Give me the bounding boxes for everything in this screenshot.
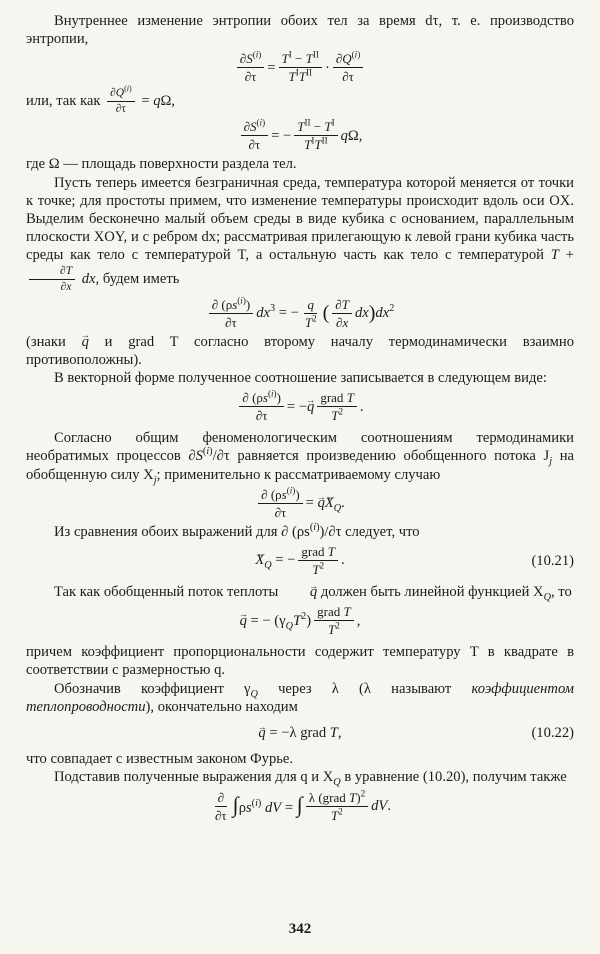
equation-flux-force: $\frac{\partial (\rho s^{(i)})}{\partial\tau}$ = → $q\to X_Q$. bbox=[26, 487, 574, 520]
paragraph-infinite-medium: Пусть теперь имеется безграничная среда, температура которой меняется от точки к точке; для простоты примем, что изменение температуры происходит вдоль оси OX. Выделим бесконечно малый объем среды в виде кубика с основанием, параллельным плоскости XOY, и с ребром dx; рассматривая прилегающую к левой грани кубика часть среды как тело с температурой T, а остальную часть как тело с температурой T + $\frac{\partial T}{\partial x}$ dx, будем иметь bbox=[26, 174, 574, 293]
paragraph-linear-function: Так как обобщенный поток теплоты → q должен быть линейной функцией $X_Q$, то bbox=[26, 583, 574, 601]
page-number: 342 bbox=[288, 921, 312, 937]
paragraph-vector-form: В векторной форме полученное соотношение записывается в следующем виде: bbox=[54, 370, 547, 387]
paragraph-signs: (знаки → q и grad T согласно второму началу термодинамически взаимно противоположны). bbox=[26, 333, 574, 369]
paragraph-coefficient: причем коэффициент пропорциональности содержит температуру T в квадрате в соответствии с размерностью q. bbox=[26, 644, 574, 679]
paragraph-comparison: Из сравнения обоих выражений для ∂ $(\rho s^{(i)})/\partial\tau$ следует, что bbox=[54, 521, 420, 540]
paragraph-or-since: или, так как $\frac{\partial Q^{(i)}}{\partial\tau}$ = qΩ, bbox=[26, 84, 176, 116]
paragraph-substitution: Подставив полученные выражения для q и $X_Q$ в уравнение (10.20), получим также bbox=[54, 769, 567, 789]
equation-volume-integral: $\frac{\partial}{\partial\tau}$ $\int\rho s^{(i)}$ dV = ∫ $\frac{\lambda (grad T)^2}{T^2}$ dV. bbox=[215, 788, 391, 823]
paragraph-omega-definition: где Ω — площадь поверхности раздела тел. bbox=[26, 156, 297, 173]
equation-10-21: → $X_Q$ = − $\frac{\text{grad T}}{T^2}$ . (10.21) bbox=[26, 544, 574, 577]
paragraph-fourier: что совпадает с известным законом Фурье. bbox=[26, 751, 294, 768]
equation-entropy-rate: $\frac{\partial S^{(i)}}{\partial\tau}$ = $\frac{T^I - T^{II}}{T^IT^{II}}$ · $\frac{\partial Q^{(i)}}{\partial\tau}$ bbox=[26, 51, 574, 84]
equation-number-10-22: (10.22) bbox=[531, 725, 574, 742]
equation-vector-form: $\frac{\partial (\rho s^{(i)})}{\partial\tau}$ = −→ q $\frac{\text{grad T}}{T^2}$ . bbox=[26, 390, 574, 423]
equation-heat-flux-gamma: → q = − $(\gamma_QT^2)$ $\frac{\text{grad T}}{T^2}$ , bbox=[26, 604, 574, 637]
equation-cube: $\frac{\partial (\rho s^{(i)})}{\partial\tau}$ $dx^3$ = − $\frac{q}{T^2}$ ( $\frac{\partial T}{\partial x}$ dx ) $dx^2$ bbox=[26, 297, 574, 330]
equation-10-22: → q = −λ grad T, (10.22) bbox=[26, 724, 574, 742]
equation-entropy-rate-omega: $\frac{\partial S^{(i)}}{\partial\tau}$ = − $\frac{T^{II} - T^I}{T^IT^{II}}$ qΩ, bbox=[26, 119, 574, 152]
paragraph-phenomenological: Согласно общим феноменологическим соотношениям термодинамики необратимых процессов $\partial S^{(i)}/\partial\tau$ равняется произведению обобщенного потока $J_j$ на обобщенную силу $X_j$; применительно к рассматриваемому случаю bbox=[26, 430, 574, 486]
paragraph-lambda: Обозначив коэффициент $\gamma_Q$ через λ (λ называют коэффициентом теплопроводности), окончательно находим bbox=[26, 680, 574, 715]
paragraph-entropy-production: Внутреннее изменение энтропии обоих тел за время dτ, т. е. производство энтропии, bbox=[26, 13, 574, 48]
equation-number-10-21: (10.21) bbox=[531, 552, 574, 569]
